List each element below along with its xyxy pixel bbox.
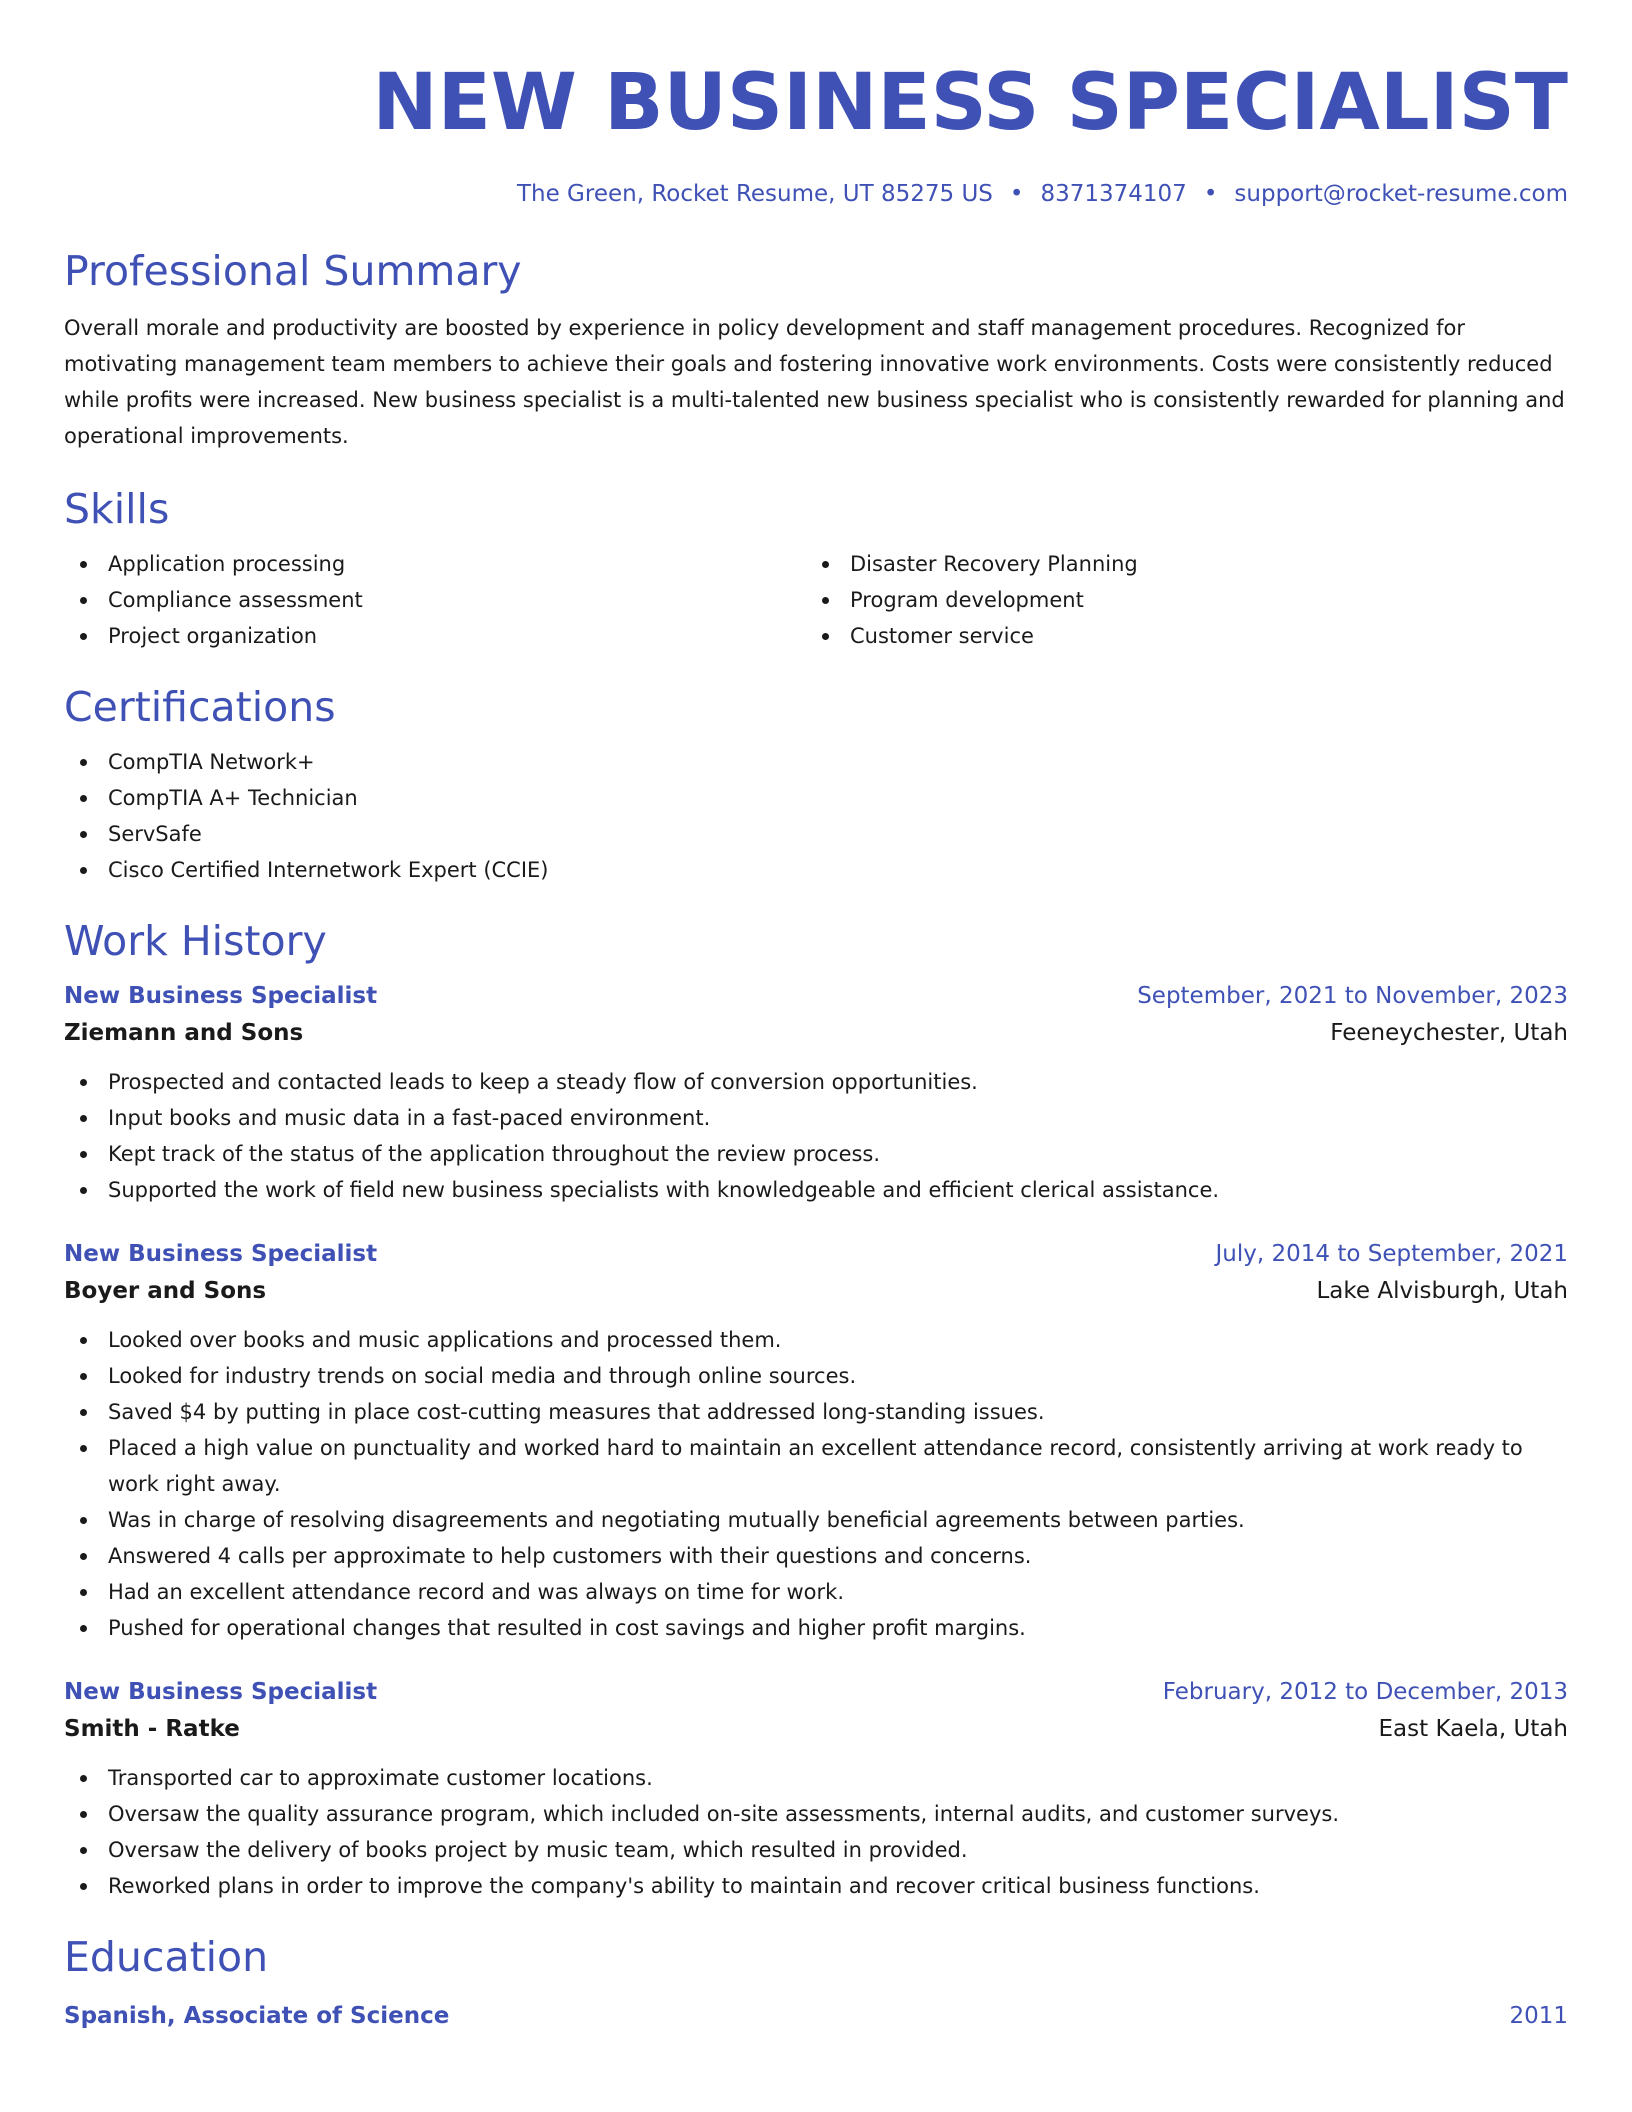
job-header-row (64, 1674, 1568, 1710)
skill-item: Compliance assessment (64, 582, 806, 618)
job-company: Ziemann and Sons (64, 1020, 304, 1046)
work-history-heading: Work History (64, 917, 327, 965)
job-location: Feeneychester, Utah (1330, 1020, 1568, 1046)
job-dates: July, 2014 to September, 2021 (1215, 1241, 1568, 1267)
skills-heading: Skills (64, 485, 170, 533)
job-bullet: Placed a high value on punctuality and worked hard to maintain an excellent attendance record, consistently arriving at work ready to work right away. (64, 1430, 1568, 1502)
job-company-row (64, 1710, 1568, 1748)
education-degree: Spanish, Associate of Science (64, 2003, 450, 2029)
contact-address: The Green, Rocket Resume, UT 85275 US (516, 181, 993, 207)
job-bullet: Supported the work of field new business specialists with knowledgeable and efficient clerical assistance. (64, 1172, 1568, 1208)
job-dates: February, 2012 to December, 2013 (1162, 1679, 1568, 1705)
job-bullet: Saved $4 by putting in place cost-cutting measures that addressed long-standing issues. (64, 1394, 1568, 1430)
certification-item: CompTIA A+ Technician (64, 780, 1568, 816)
skills-column-left (64, 546, 806, 654)
job-company-row (64, 1014, 1568, 1052)
job-company: Boyer and Sons (64, 1278, 267, 1304)
certifications-heading: Certifications (64, 683, 336, 731)
skills-list (64, 546, 1568, 654)
job-bullet: Was in charge of resolving disagreements and negotiating mutually beneficial agreements between parties. (64, 1502, 1568, 1538)
job-title: New Business Specialist (64, 1679, 378, 1705)
education-year: 2011 (1509, 2003, 1568, 2029)
job-bullets (64, 1760, 1568, 1904)
skill-item: Application processing (64, 546, 806, 582)
job-bullet: Answered 4 calls per approximate to help customers with their questions and concerns. (64, 1538, 1568, 1574)
job-bullet: Kept track of the status of the application throughout the review process. (64, 1136, 1568, 1172)
certification-item: ServSafe (64, 816, 1568, 852)
education-entry (64, 1998, 1568, 2034)
job-bullet: Looked over books and music applications and processed them. (64, 1322, 1568, 1358)
certifications-list (64, 744, 1568, 888)
skill-item: Project organization (64, 618, 806, 654)
certification-item: Cisco Certified Internetwork Expert (CCIE) (64, 852, 1568, 888)
job-entry (64, 1674, 1568, 1904)
job-location: Lake Alvisburgh, Utah (1316, 1278, 1568, 1304)
job-bullet: Oversaw the quality assurance program, which included on-site assessments, internal audits, and customer surveys. (64, 1796, 1568, 1832)
job-bullet: Input books and music data in a fast-paced environment. (64, 1100, 1568, 1136)
job-bullets (64, 1322, 1568, 1646)
job-bullet: Reworked plans in order to improve the company's ability to maintain and recover critical business functions. (64, 1868, 1568, 1904)
job-title: New Business Specialist (64, 1241, 378, 1267)
resume-page (64, 50, 1568, 2034)
education-heading: Education (64, 1933, 269, 1981)
summary-text: Overall morale and productivity are boosted by experience in policy development and staff management procedures. Recognized for motivating management team members to achieve their goals and fostering innovative work environments. Costs were consistently reduced while profits were increased. New business specialist is a multi-talented new business specialist who is consistently rewarded for planning and operational improvements. (64, 316, 1565, 448)
skills-column-right (806, 546, 1548, 654)
contact-email[interactable]: support@rocket-resume.com (1234, 181, 1568, 207)
job-company-row (64, 1272, 1568, 1310)
contact-separator: • (1009, 181, 1024, 207)
job-bullet: Looked for industry trends on social media and through online sources. (64, 1358, 1568, 1394)
job-bullet: Had an excellent attendance record and was always on time for work. (64, 1574, 1568, 1610)
job-title: New Business Specialist (64, 983, 378, 1009)
job-header-row (64, 1236, 1568, 1272)
job-company: Smith - Ratke (64, 1716, 240, 1742)
contact-separator: • (1203, 181, 1218, 207)
job-bullet: Pushed for operational changes that resulted in cost savings and higher profit margins. (64, 1610, 1568, 1646)
summary-heading: Professional Summary (64, 247, 522, 295)
skill-item: Customer service (806, 618, 1548, 654)
resume-name: NEW BUSINESS SPECIALIST (372, 58, 1568, 148)
certification-item: CompTIA Network+ (64, 744, 1568, 780)
contact-phone: 8371374107 (1040, 181, 1187, 207)
job-entry (64, 1236, 1568, 1646)
skill-item: Program development (806, 582, 1548, 618)
skill-item: Disaster Recovery Planning (806, 546, 1548, 582)
job-header-row (64, 978, 1568, 1014)
job-entry (64, 978, 1568, 1208)
job-dates: September, 2021 to November, 2023 (1137, 983, 1568, 1009)
job-location: East Kaela, Utah (1378, 1716, 1568, 1742)
contact-line (64, 178, 1568, 210)
job-bullet: Prospected and contacted leads to keep a steady flow of conversion opportunities. (64, 1064, 1568, 1100)
job-bullets (64, 1064, 1568, 1208)
job-bullet: Transported car to approximate customer locations. (64, 1760, 1568, 1796)
job-bullet: Oversaw the delivery of books project by music team, which resulted in provided. (64, 1832, 1568, 1868)
